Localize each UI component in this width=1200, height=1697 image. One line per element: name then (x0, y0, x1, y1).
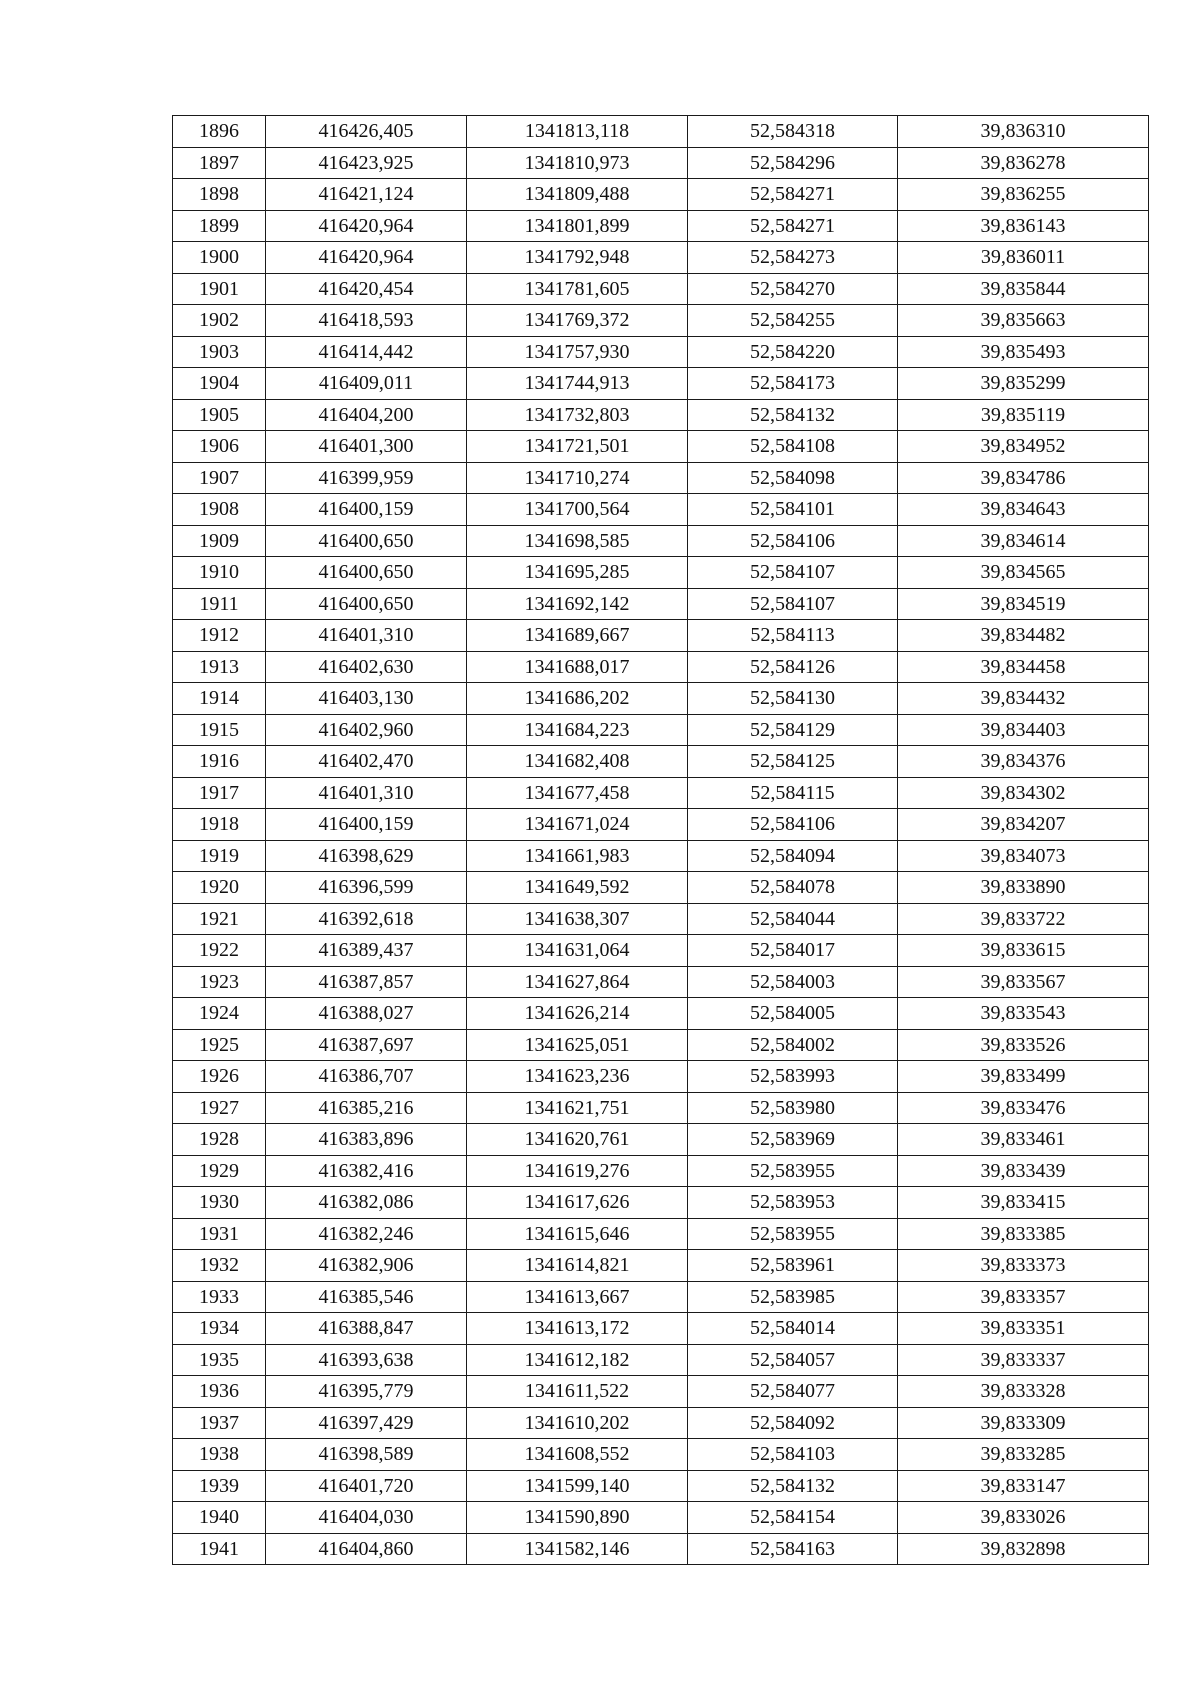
x-coordinate-cell: 416418,593 (266, 305, 467, 337)
latitude-cell: 52,584014 (688, 1313, 898, 1345)
latitude-cell: 52,584271 (688, 210, 898, 242)
table-row (173, 1344, 1149, 1376)
x-coordinate-cell: 416397,429 (266, 1407, 467, 1439)
y-coordinate-cell: 1341611,522 (467, 1376, 688, 1408)
latitude-cell: 52,584255 (688, 305, 898, 337)
x-coordinate-cell: 416420,964 (266, 242, 467, 274)
point-number-cell: 1925 (173, 1029, 266, 1061)
x-coordinate-cell: 416400,650 (266, 525, 467, 557)
y-coordinate-cell: 1341721,501 (467, 431, 688, 463)
point-number-cell: 1906 (173, 431, 266, 463)
point-number-cell: 1941 (173, 1533, 266, 1565)
point-number-cell: 1926 (173, 1061, 266, 1093)
longitude-cell: 39,833373 (898, 1250, 1149, 1282)
point-number-cell: 1915 (173, 714, 266, 746)
y-coordinate-cell: 1341617,626 (467, 1187, 688, 1219)
x-coordinate-cell: 416383,896 (266, 1124, 467, 1156)
point-number-cell: 1940 (173, 1502, 266, 1534)
y-coordinate-cell: 1341582,146 (467, 1533, 688, 1565)
longitude-cell: 39,834302 (898, 777, 1149, 809)
table-row (173, 777, 1149, 809)
table-row (173, 242, 1149, 274)
y-coordinate-cell: 1341608,552 (467, 1439, 688, 1471)
y-coordinate-cell: 1341631,064 (467, 935, 688, 967)
point-number-cell: 1928 (173, 1124, 266, 1156)
x-coordinate-cell: 416401,310 (266, 777, 467, 809)
x-coordinate-cell: 416392,618 (266, 903, 467, 935)
y-coordinate-cell: 1341757,930 (467, 336, 688, 368)
x-coordinate-cell: 416421,124 (266, 179, 467, 211)
table-row (173, 651, 1149, 683)
x-coordinate-cell: 416395,779 (266, 1376, 467, 1408)
point-number-cell: 1934 (173, 1313, 266, 1345)
table-row (173, 588, 1149, 620)
table-row (173, 872, 1149, 904)
longitude-cell: 39,834207 (898, 809, 1149, 841)
y-coordinate-cell: 1341610,202 (467, 1407, 688, 1439)
table-row (173, 273, 1149, 305)
table-row (173, 1092, 1149, 1124)
table-body (173, 116, 1149, 1565)
y-coordinate-cell: 1341813,118 (467, 116, 688, 148)
point-number-cell: 1896 (173, 116, 266, 148)
point-number-cell: 1910 (173, 557, 266, 589)
x-coordinate-cell: 416401,720 (266, 1470, 467, 1502)
y-coordinate-cell: 1341612,182 (467, 1344, 688, 1376)
point-number-cell: 1932 (173, 1250, 266, 1282)
longitude-cell: 39,835299 (898, 368, 1149, 400)
table-row (173, 966, 1149, 998)
latitude-cell: 52,584107 (688, 588, 898, 620)
y-coordinate-cell: 1341769,372 (467, 305, 688, 337)
x-coordinate-cell: 416401,300 (266, 431, 467, 463)
y-coordinate-cell: 1341781,605 (467, 273, 688, 305)
longitude-cell: 39,836310 (898, 116, 1149, 148)
latitude-cell: 52,584106 (688, 809, 898, 841)
x-coordinate-cell: 416385,216 (266, 1092, 467, 1124)
x-coordinate-cell: 416409,011 (266, 368, 467, 400)
x-coordinate-cell: 416404,860 (266, 1533, 467, 1565)
y-coordinate-cell: 1341710,274 (467, 462, 688, 494)
point-number-cell: 1939 (173, 1470, 266, 1502)
x-coordinate-cell: 416414,442 (266, 336, 467, 368)
longitude-cell: 39,834432 (898, 683, 1149, 715)
longitude-cell: 39,833337 (898, 1344, 1149, 1376)
latitude-cell: 52,584271 (688, 179, 898, 211)
y-coordinate-cell: 1341615,646 (467, 1218, 688, 1250)
y-coordinate-cell: 1341692,142 (467, 588, 688, 620)
x-coordinate-cell: 416423,925 (266, 147, 467, 179)
y-coordinate-cell: 1341626,214 (467, 998, 688, 1030)
point-number-cell: 1898 (173, 179, 266, 211)
longitude-cell: 39,835844 (898, 273, 1149, 305)
point-number-cell: 1927 (173, 1092, 266, 1124)
point-number-cell: 1907 (173, 462, 266, 494)
longitude-cell: 39,833543 (898, 998, 1149, 1030)
latitude-cell: 52,584154 (688, 1502, 898, 1534)
latitude-cell: 52,583969 (688, 1124, 898, 1156)
y-coordinate-cell: 1341621,751 (467, 1092, 688, 1124)
y-coordinate-cell: 1341695,285 (467, 557, 688, 589)
x-coordinate-cell: 416426,405 (266, 116, 467, 148)
table-row (173, 116, 1149, 148)
y-coordinate-cell: 1341638,307 (467, 903, 688, 935)
table-row (173, 1250, 1149, 1282)
x-coordinate-cell: 416400,159 (266, 809, 467, 841)
table-row (173, 1470, 1149, 1502)
point-number-cell: 1914 (173, 683, 266, 715)
y-coordinate-cell: 1341623,236 (467, 1061, 688, 1093)
longitude-cell: 39,834376 (898, 746, 1149, 778)
longitude-cell: 39,832898 (898, 1533, 1149, 1565)
y-coordinate-cell: 1341698,585 (467, 525, 688, 557)
y-coordinate-cell: 1341809,488 (467, 179, 688, 211)
point-number-cell: 1903 (173, 336, 266, 368)
longitude-cell: 39,834519 (898, 588, 1149, 620)
x-coordinate-cell: 416403,130 (266, 683, 467, 715)
point-number-cell: 1916 (173, 746, 266, 778)
point-number-cell: 1912 (173, 620, 266, 652)
point-number-cell: 1920 (173, 872, 266, 904)
table-row (173, 557, 1149, 589)
y-coordinate-cell: 1341688,017 (467, 651, 688, 683)
latitude-cell: 52,584129 (688, 714, 898, 746)
x-coordinate-cell: 416400,650 (266, 557, 467, 589)
latitude-cell: 52,584101 (688, 494, 898, 526)
latitude-cell: 52,584107 (688, 557, 898, 589)
table-row (173, 1376, 1149, 1408)
longitude-cell: 39,833351 (898, 1313, 1149, 1345)
coordinates-table (172, 115, 1149, 1565)
x-coordinate-cell: 416404,200 (266, 399, 467, 431)
latitude-cell: 52,584126 (688, 651, 898, 683)
x-coordinate-cell: 416385,546 (266, 1281, 467, 1313)
longitude-cell: 39,834643 (898, 494, 1149, 526)
y-coordinate-cell: 1341792,948 (467, 242, 688, 274)
longitude-cell: 39,835119 (898, 399, 1149, 431)
latitude-cell: 52,584130 (688, 683, 898, 715)
latitude-cell: 52,584173 (688, 368, 898, 400)
table-row (173, 714, 1149, 746)
table-row (173, 1029, 1149, 1061)
x-coordinate-cell: 416402,960 (266, 714, 467, 746)
table-row (173, 683, 1149, 715)
point-number-cell: 1923 (173, 966, 266, 998)
longitude-cell: 39,833385 (898, 1218, 1149, 1250)
y-coordinate-cell: 1341649,592 (467, 872, 688, 904)
table-row (173, 431, 1149, 463)
y-coordinate-cell: 1341732,803 (467, 399, 688, 431)
point-number-cell: 1918 (173, 809, 266, 841)
latitude-cell: 52,584132 (688, 399, 898, 431)
latitude-cell: 52,584115 (688, 777, 898, 809)
latitude-cell: 52,584094 (688, 840, 898, 872)
y-coordinate-cell: 1341590,890 (467, 1502, 688, 1534)
x-coordinate-cell: 416398,629 (266, 840, 467, 872)
table-row (173, 1439, 1149, 1471)
x-coordinate-cell: 416420,454 (266, 273, 467, 305)
longitude-cell: 39,834482 (898, 620, 1149, 652)
y-coordinate-cell: 1341801,899 (467, 210, 688, 242)
longitude-cell: 39,833890 (898, 872, 1149, 904)
table-row (173, 1313, 1149, 1345)
longitude-cell: 39,833328 (898, 1376, 1149, 1408)
point-number-cell: 1901 (173, 273, 266, 305)
latitude-cell: 52,583993 (688, 1061, 898, 1093)
y-coordinate-cell: 1341744,913 (467, 368, 688, 400)
y-coordinate-cell: 1341661,983 (467, 840, 688, 872)
table-row (173, 305, 1149, 337)
longitude-cell: 39,833415 (898, 1187, 1149, 1219)
point-number-cell: 1929 (173, 1155, 266, 1187)
longitude-cell: 39,833567 (898, 966, 1149, 998)
latitude-cell: 52,584044 (688, 903, 898, 935)
x-coordinate-cell: 416382,246 (266, 1218, 467, 1250)
table-row (173, 1407, 1149, 1439)
table-row (173, 179, 1149, 211)
longitude-cell: 39,836011 (898, 242, 1149, 274)
y-coordinate-cell: 1341613,667 (467, 1281, 688, 1313)
y-coordinate-cell: 1341671,024 (467, 809, 688, 841)
y-coordinate-cell: 1341684,223 (467, 714, 688, 746)
table-row (173, 1061, 1149, 1093)
x-coordinate-cell: 416393,638 (266, 1344, 467, 1376)
x-coordinate-cell: 416399,959 (266, 462, 467, 494)
longitude-cell: 39,836278 (898, 147, 1149, 179)
latitude-cell: 52,584002 (688, 1029, 898, 1061)
y-coordinate-cell: 1341614,821 (467, 1250, 688, 1282)
latitude-cell: 52,583955 (688, 1155, 898, 1187)
longitude-cell: 39,833722 (898, 903, 1149, 935)
y-coordinate-cell: 1341682,408 (467, 746, 688, 778)
x-coordinate-cell: 416382,906 (266, 1250, 467, 1282)
latitude-cell: 52,584106 (688, 525, 898, 557)
table-row (173, 368, 1149, 400)
longitude-cell: 39,833461 (898, 1124, 1149, 1156)
y-coordinate-cell: 1341686,202 (467, 683, 688, 715)
point-number-cell: 1913 (173, 651, 266, 683)
longitude-cell: 39,834614 (898, 525, 1149, 557)
point-number-cell: 1911 (173, 588, 266, 620)
table-row (173, 746, 1149, 778)
point-number-cell: 1917 (173, 777, 266, 809)
y-coordinate-cell: 1341599,140 (467, 1470, 688, 1502)
table-row (173, 494, 1149, 526)
longitude-cell: 39,834458 (898, 651, 1149, 683)
table-row (173, 1502, 1149, 1534)
table-row (173, 998, 1149, 1030)
latitude-cell: 52,583961 (688, 1250, 898, 1282)
latitude-cell: 52,584318 (688, 116, 898, 148)
table-row (173, 935, 1149, 967)
y-coordinate-cell: 1341700,564 (467, 494, 688, 526)
y-coordinate-cell: 1341619,276 (467, 1155, 688, 1187)
table-row (173, 1124, 1149, 1156)
x-coordinate-cell: 416388,847 (266, 1313, 467, 1345)
table-row (173, 336, 1149, 368)
latitude-cell: 52,584113 (688, 620, 898, 652)
point-number-cell: 1937 (173, 1407, 266, 1439)
x-coordinate-cell: 416387,857 (266, 966, 467, 998)
table-row (173, 525, 1149, 557)
x-coordinate-cell: 416388,027 (266, 998, 467, 1030)
point-number-cell: 1897 (173, 147, 266, 179)
table-row (173, 809, 1149, 841)
point-number-cell: 1922 (173, 935, 266, 967)
latitude-cell: 52,584077 (688, 1376, 898, 1408)
latitude-cell: 52,583985 (688, 1281, 898, 1313)
table-row (173, 1218, 1149, 1250)
y-coordinate-cell: 1341810,973 (467, 147, 688, 179)
x-coordinate-cell: 416389,437 (266, 935, 467, 967)
latitude-cell: 52,583955 (688, 1218, 898, 1250)
table-row (173, 840, 1149, 872)
latitude-cell: 52,584057 (688, 1344, 898, 1376)
point-number-cell: 1933 (173, 1281, 266, 1313)
point-number-cell: 1900 (173, 242, 266, 274)
x-coordinate-cell: 416402,470 (266, 746, 467, 778)
point-number-cell: 1902 (173, 305, 266, 337)
y-coordinate-cell: 1341677,458 (467, 777, 688, 809)
table-row (173, 1155, 1149, 1187)
latitude-cell: 52,583953 (688, 1187, 898, 1219)
point-number-cell: 1904 (173, 368, 266, 400)
point-number-cell: 1921 (173, 903, 266, 935)
longitude-cell: 39,834565 (898, 557, 1149, 589)
table-row (173, 620, 1149, 652)
table-row (173, 210, 1149, 242)
latitude-cell: 52,584078 (688, 872, 898, 904)
latitude-cell: 52,584125 (688, 746, 898, 778)
table-row (173, 1187, 1149, 1219)
latitude-cell: 52,583980 (688, 1092, 898, 1124)
y-coordinate-cell: 1341625,051 (467, 1029, 688, 1061)
x-coordinate-cell: 416404,030 (266, 1502, 467, 1534)
longitude-cell: 39,833615 (898, 935, 1149, 967)
longitude-cell: 39,833357 (898, 1281, 1149, 1313)
table-row (173, 462, 1149, 494)
point-number-cell: 1936 (173, 1376, 266, 1408)
longitude-cell: 39,833285 (898, 1439, 1149, 1471)
latitude-cell: 52,584017 (688, 935, 898, 967)
latitude-cell: 52,584108 (688, 431, 898, 463)
point-number-cell: 1930 (173, 1187, 266, 1219)
point-number-cell: 1935 (173, 1344, 266, 1376)
longitude-cell: 39,833526 (898, 1029, 1149, 1061)
table-row (173, 903, 1149, 935)
x-coordinate-cell: 416382,416 (266, 1155, 467, 1187)
longitude-cell: 39,833476 (898, 1092, 1149, 1124)
point-number-cell: 1919 (173, 840, 266, 872)
longitude-cell: 39,836255 (898, 179, 1149, 211)
longitude-cell: 39,836143 (898, 210, 1149, 242)
latitude-cell: 52,584003 (688, 966, 898, 998)
y-coordinate-cell: 1341620,761 (467, 1124, 688, 1156)
longitude-cell: 39,835663 (898, 305, 1149, 337)
latitude-cell: 52,584273 (688, 242, 898, 274)
x-coordinate-cell: 416420,964 (266, 210, 467, 242)
longitude-cell: 39,834786 (898, 462, 1149, 494)
table-row (173, 1533, 1149, 1565)
latitude-cell: 52,584163 (688, 1533, 898, 1565)
longitude-cell: 39,833309 (898, 1407, 1149, 1439)
latitude-cell: 52,584220 (688, 336, 898, 368)
point-number-cell: 1899 (173, 210, 266, 242)
table-row (173, 147, 1149, 179)
x-coordinate-cell: 416400,650 (266, 588, 467, 620)
latitude-cell: 52,584270 (688, 273, 898, 305)
x-coordinate-cell: 416386,707 (266, 1061, 467, 1093)
point-number-cell: 1908 (173, 494, 266, 526)
y-coordinate-cell: 1341613,172 (467, 1313, 688, 1345)
longitude-cell: 39,834073 (898, 840, 1149, 872)
point-number-cell: 1905 (173, 399, 266, 431)
latitude-cell: 52,584092 (688, 1407, 898, 1439)
longitude-cell: 39,835493 (898, 336, 1149, 368)
latitude-cell: 52,584103 (688, 1439, 898, 1471)
y-coordinate-cell: 1341627,864 (467, 966, 688, 998)
latitude-cell: 52,584098 (688, 462, 898, 494)
x-coordinate-cell: 416401,310 (266, 620, 467, 652)
point-number-cell: 1909 (173, 525, 266, 557)
x-coordinate-cell: 416396,599 (266, 872, 467, 904)
x-coordinate-cell: 416400,159 (266, 494, 467, 526)
longitude-cell: 39,834952 (898, 431, 1149, 463)
point-number-cell: 1938 (173, 1439, 266, 1471)
longitude-cell: 39,833026 (898, 1502, 1149, 1534)
x-coordinate-cell: 416402,630 (266, 651, 467, 683)
point-number-cell: 1931 (173, 1218, 266, 1250)
latitude-cell: 52,584005 (688, 998, 898, 1030)
x-coordinate-cell: 416387,697 (266, 1029, 467, 1061)
x-coordinate-cell: 416398,589 (266, 1439, 467, 1471)
latitude-cell: 52,584132 (688, 1470, 898, 1502)
x-coordinate-cell: 416382,086 (266, 1187, 467, 1219)
longitude-cell: 39,833499 (898, 1061, 1149, 1093)
point-number-cell: 1924 (173, 998, 266, 1030)
longitude-cell: 39,833439 (898, 1155, 1149, 1187)
longitude-cell: 39,833147 (898, 1470, 1149, 1502)
longitude-cell: 39,834403 (898, 714, 1149, 746)
table-row (173, 399, 1149, 431)
table-row (173, 1281, 1149, 1313)
latitude-cell: 52,584296 (688, 147, 898, 179)
y-coordinate-cell: 1341689,667 (467, 620, 688, 652)
